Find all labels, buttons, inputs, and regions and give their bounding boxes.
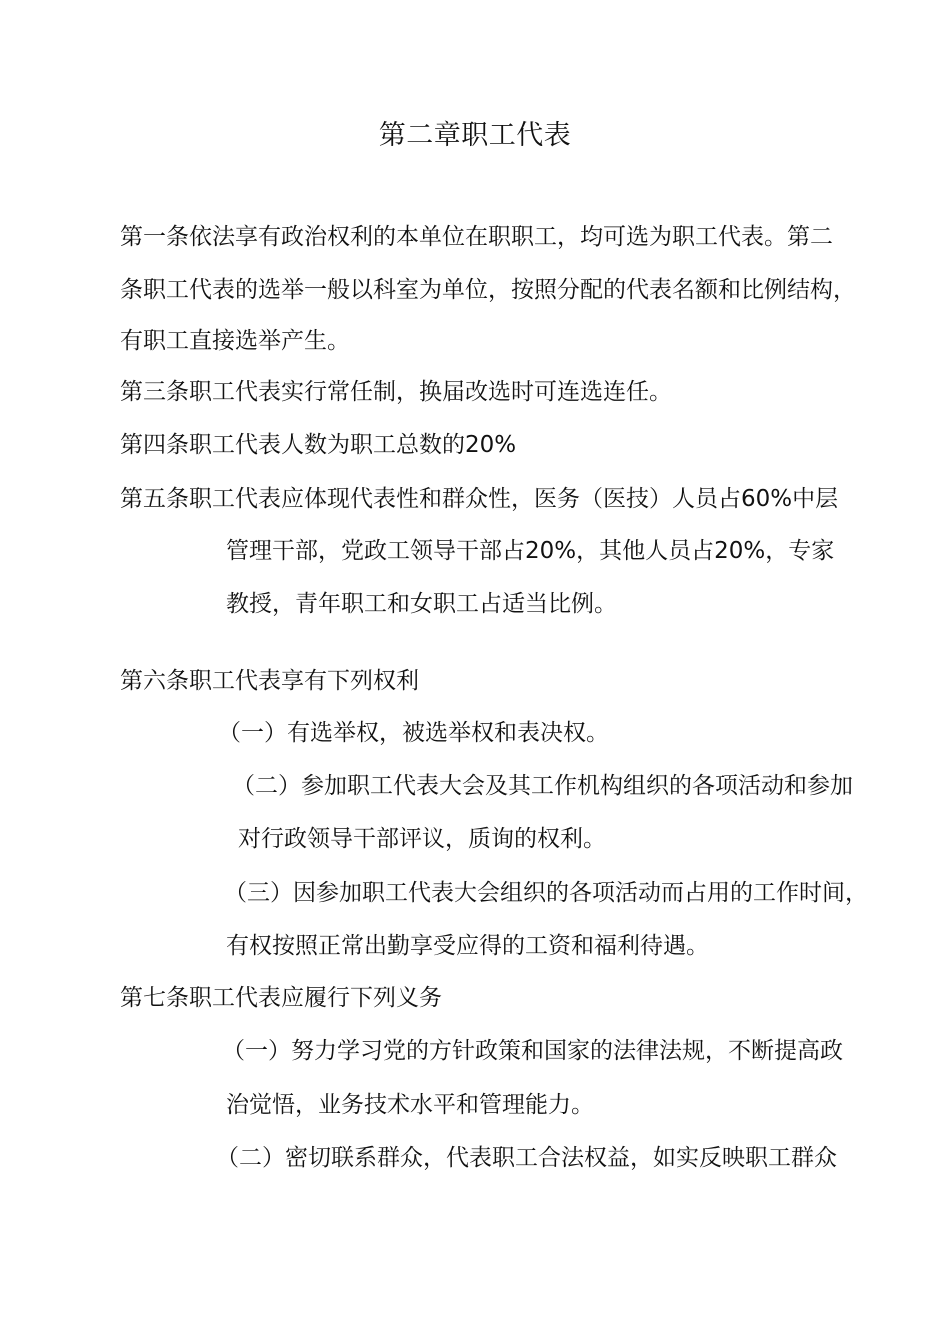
text-line-article-6-item-2-cont: 对行政领导干部评议，质询的权利。 xyxy=(238,826,606,852)
text-line-article-5-cont-1: 管理干部，党政工领导干部占20%，其他人员占20%，专家 xyxy=(226,538,835,564)
text-line-article-5-cont-2: 教授，青年职工和女职工占适当比例。 xyxy=(226,591,617,617)
text-line-article-3: 第三条职工代表实行常任制，换届改选时可连选连任。 xyxy=(120,379,672,405)
text-line-article-5: 第五条职工代表应体现代表性和群众性，医务（医技）人员占60%中层 xyxy=(120,486,839,512)
text-line-article-6-item-2: （二）参加职工代表大会及其工作机构组织的各项活动和参加 xyxy=(232,773,853,799)
chapter-title: 第二章职工代表 xyxy=(378,120,572,151)
text-line-article-7-item-1-cont: 治觉悟，业务技术水平和管理能力。 xyxy=(226,1092,594,1118)
text-line-article-2: 条职工代表的选举一般以科室为单位，按照分配的代表名额和比例结构， xyxy=(120,277,856,303)
text-line-article-2-cont: 有职工直接选举产生。 xyxy=(120,328,350,354)
text-line-article-7: 第七条职工代表应履行下列义务 xyxy=(120,985,442,1011)
text-line-article-6-item-1: （一）有选举权，被选举权和表决权。 xyxy=(218,720,609,746)
text-line-article-1: 第一条依法享有政治权利的本单位在职职工，均可选为职工代表。第二 xyxy=(120,224,833,250)
text-line-article-7-item-1: （一）努力学习党的方针政策和国家的法律法规，不断提高政 xyxy=(222,1038,843,1064)
text-line-article-6: 第六条职工代表享有下列权利 xyxy=(120,668,419,694)
text-line-article-7-item-2: （二）密切联系群众，代表职工合法权益，如实反映职工群众 xyxy=(216,1145,837,1171)
text-line-article-6-item-3-cont: 有权按照正常出勤享受应得的工资和福利待遇。 xyxy=(226,933,709,959)
text-line-article-6-item-3: （三）因参加职工代表大会组织的各项活动而占用的工作时间， xyxy=(224,880,868,906)
text-line-article-4: 第四条职工代表人数为职工总数的20% xyxy=(120,432,517,458)
